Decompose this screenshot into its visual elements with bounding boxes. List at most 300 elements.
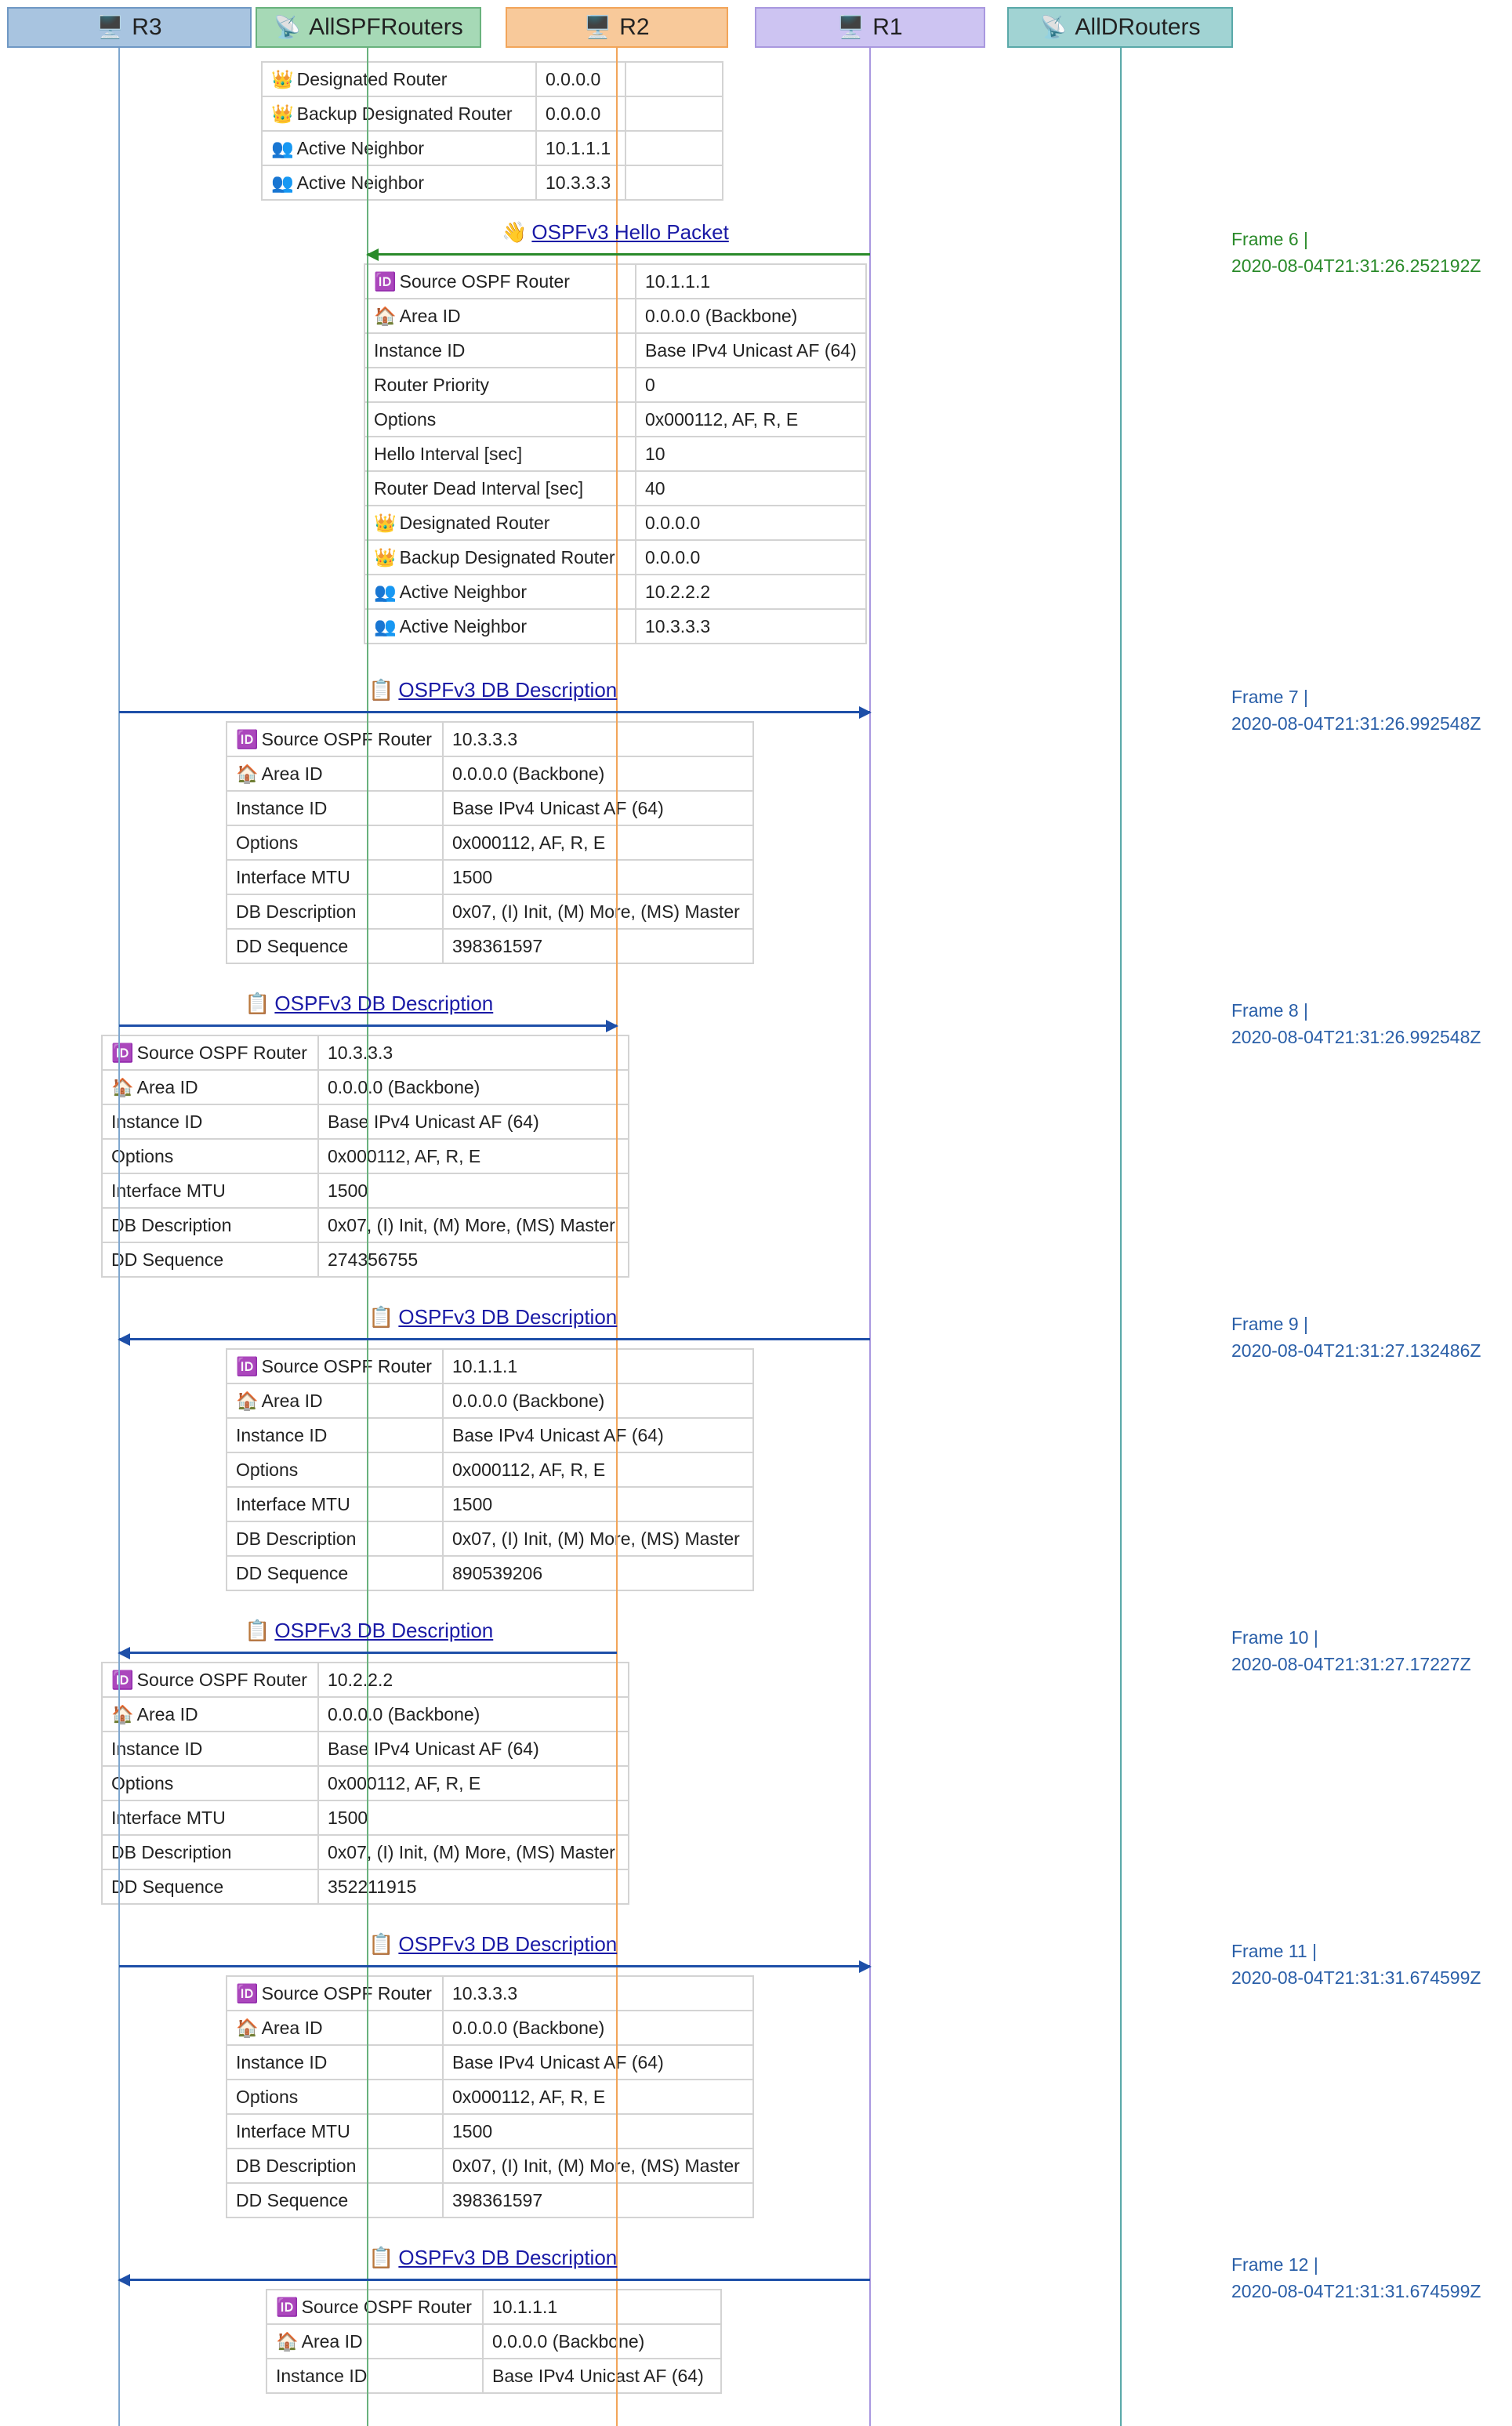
field-cell — [102, 1035, 318, 1070]
table-row — [227, 2183, 753, 2217]
value-cell: 10.2.2.2 — [318, 1663, 629, 1697]
value-cell: 10.1.1.1 — [483, 2290, 721, 2324]
satellite-dish-icon: 📡 — [274, 15, 302, 39]
field-label: Backup Designated Router — [296, 103, 513, 124]
frame-number: Frame 9 | — [1231, 1314, 1308, 1334]
field-label: Source OSPF Router — [136, 1669, 307, 1690]
frame-note — [1231, 226, 1481, 279]
field-label: Source OSPF Router — [399, 270, 570, 292]
field-label: DB Description — [236, 901, 357, 922]
field-label: Options — [236, 1459, 299, 1480]
value-cell: 0.0.0.0 — [536, 62, 625, 96]
id-icon: 🆔 — [236, 1982, 259, 2004]
value-cell: 0.0.0.0 (Backbone) — [443, 1383, 753, 1418]
value-cell: Base IPv4 Unicast AF (64) — [443, 2045, 753, 2080]
table-row — [262, 62, 723, 96]
value-cell: Base IPv4 Unicast AF (64) — [318, 1732, 629, 1766]
neighbors-icon: 👥 — [374, 615, 397, 636]
waving-hand-icon: 👋 — [502, 220, 528, 244]
value-cell: 398361597 — [443, 929, 753, 963]
message-fields-table — [364, 263, 867, 644]
frame-note — [1231, 997, 1481, 1050]
table-row — [364, 402, 866, 437]
field-cell — [364, 264, 636, 299]
field-cell — [364, 471, 636, 506]
message-arrow — [119, 711, 870, 713]
satellite-dish-icon: 📡 — [1039, 15, 1068, 39]
field-cell — [102, 1242, 318, 1277]
house-icon: 🏠 — [111, 1076, 134, 1097]
table-row — [267, 2324, 721, 2359]
frame-timestamp: 2020-08-04T21:31:27.17227Z — [1231, 1654, 1471, 1674]
field-cell — [102, 1104, 318, 1139]
message-link[interactable] — [245, 1619, 493, 1643]
value-cell: 0.0.0.0 (Backbone) — [636, 299, 866, 333]
value-cell: 0.0.0.0 — [536, 96, 625, 131]
frame-timestamp: 2020-08-04T21:31:26.992548Z — [1231, 1027, 1481, 1047]
message-link[interactable] — [368, 678, 617, 702]
field-label: Options — [374, 408, 437, 430]
field-cell — [102, 1869, 318, 1904]
field-cell — [227, 2011, 443, 2045]
table-row — [364, 471, 866, 506]
field-cell — [227, 756, 443, 791]
table-row — [227, 1487, 753, 1521]
field-label: Router Priority — [374, 374, 489, 395]
field-cell — [227, 722, 443, 756]
message-label[interactable]: OSPFv3 DB Description — [274, 1619, 494, 1642]
id-icon: 🆔 — [374, 270, 397, 292]
house-icon: 🏠 — [236, 2017, 259, 2038]
table-row — [227, 2149, 753, 2183]
value-cell: 398361597 — [443, 2183, 753, 2217]
neighbors-icon: 👥 — [271, 137, 294, 158]
table-row — [102, 1800, 629, 1835]
field-cell — [227, 2080, 443, 2114]
field-cell — [102, 1732, 318, 1766]
empty-cell — [625, 62, 723, 96]
arrowhead — [118, 1647, 130, 1659]
field-cell — [227, 1556, 443, 1590]
empty-cell — [625, 131, 723, 165]
frame-number: Frame 6 | — [1231, 229, 1308, 249]
field-label: Options — [236, 2086, 299, 2107]
table-row — [102, 1697, 629, 1732]
value-cell: 0x07, (I) Init, (M) More, (MS) Master — [318, 1835, 629, 1869]
table-row — [364, 540, 866, 575]
frame-note — [1231, 2251, 1481, 2305]
value-cell: 0.0.0.0 (Backbone) — [443, 2011, 753, 2045]
field-cell — [102, 1208, 318, 1242]
field-cell — [227, 2149, 443, 2183]
table-row — [227, 825, 753, 860]
value-cell: 10.3.3.3 — [636, 609, 866, 644]
value-cell: 10.3.3.3 — [318, 1035, 629, 1070]
table-row — [364, 368, 866, 402]
frame-note — [1231, 1624, 1471, 1677]
value-cell: 0x07, (I) Init, (M) More, (MS) Master — [443, 894, 753, 929]
value-cell: 0x000112, AF, R, E — [318, 1139, 629, 1173]
computer-icon: 🖥️ — [837, 15, 865, 39]
value-cell: 10.1.1.1 — [536, 131, 625, 165]
field-cell — [102, 1663, 318, 1697]
id-icon: 🆔 — [236, 728, 259, 749]
field-cell — [364, 402, 636, 437]
table-row — [267, 2359, 721, 2393]
value-cell: 1500 — [318, 1800, 629, 1835]
table-row — [227, 756, 753, 791]
table-row — [102, 1104, 629, 1139]
table-row — [364, 264, 866, 299]
field-cell — [227, 1976, 443, 2011]
value-cell: 40 — [636, 471, 866, 506]
field-label: Area ID — [399, 305, 461, 326]
value-cell: 0x07, (I) Init, (M) More, (MS) Master — [443, 1521, 753, 1556]
frame-timestamp: 2020-08-04T21:31:26.252192Z — [1231, 256, 1481, 276]
field-label: Instance ID — [236, 2051, 328, 2072]
house-icon: 🏠 — [111, 1703, 134, 1724]
lifeline-r2 — [616, 48, 618, 2426]
value-cell: 0x000112, AF, R, E — [443, 1452, 753, 1487]
table-row — [102, 1139, 629, 1173]
neighbor-table — [261, 61, 723, 201]
value-cell: 890539206 — [443, 1556, 753, 1590]
message-arrow — [119, 1338, 870, 1340]
table-row — [227, 1349, 753, 1383]
value-cell: 0.0.0.0 (Backbone) — [483, 2324, 721, 2359]
message-link[interactable] — [368, 1932, 617, 1956]
message-link[interactable] — [502, 220, 729, 245]
field-label: Active Neighbor — [399, 615, 527, 636]
table-row — [227, 1976, 753, 2011]
table-row — [102, 1035, 629, 1070]
table-row — [102, 1173, 629, 1208]
field-label: Options — [111, 1145, 174, 1166]
message-label[interactable]: OSPFv3 DB Description — [398, 2246, 618, 2269]
field-cell — [267, 2324, 483, 2359]
field-cell — [227, 929, 443, 963]
message-link[interactable] — [245, 992, 493, 1016]
field-label: Active Neighbor — [296, 137, 424, 158]
id-icon: 🆔 — [276, 2296, 299, 2317]
field-label: Interface MTU — [236, 2120, 350, 2141]
value-cell: 0 — [636, 368, 866, 402]
frame-number: Frame 7 | — [1231, 687, 1308, 707]
table-row — [102, 1766, 629, 1800]
field-cell — [227, 1487, 443, 1521]
field-cell — [227, 2045, 443, 2080]
table-row — [364, 575, 866, 609]
message-arrow — [368, 253, 870, 256]
field-cell — [102, 1070, 318, 1104]
field-label: DD Sequence — [236, 1562, 349, 1583]
table-row — [262, 165, 723, 200]
value-cell: 10.1.1.1 — [636, 264, 866, 299]
value-cell: 10.2.2.2 — [636, 575, 866, 609]
house-icon: 🏠 — [236, 763, 259, 784]
field-label: Area ID — [261, 1390, 323, 1411]
arrowhead — [118, 1333, 130, 1346]
field-label: Source OSPF Router — [301, 2296, 472, 2317]
field-cell — [227, 2183, 443, 2217]
field-cell — [267, 2359, 483, 2393]
computer-icon: 🖥️ — [96, 15, 125, 39]
participant-r1[interactable] — [755, 7, 985, 48]
field-label: Router Dead Interval [sec] — [374, 477, 584, 499]
table-row — [267, 2290, 721, 2324]
field-cell — [102, 1139, 318, 1173]
value-cell: 10.3.3.3 — [443, 1976, 753, 2011]
arrowhead — [859, 1960, 872, 1973]
field-label: Source OSPF Router — [136, 1042, 307, 1063]
value-cell: 0x000112, AF, R, E — [318, 1766, 629, 1800]
message-label[interactable]: OSPFv3 DB Description — [398, 1305, 618, 1329]
field-cell — [102, 1835, 318, 1869]
frame-timestamp: 2020-08-04T21:31:27.132486Z — [1231, 1340, 1481, 1361]
message-fields-table — [226, 1975, 754, 2218]
empty-cell — [625, 165, 723, 200]
field-label: Options — [236, 832, 299, 853]
value-cell: 0.0.0.0 — [636, 540, 866, 575]
clipboard-icon: 📋 — [368, 1932, 394, 1956]
field-cell — [267, 2290, 483, 2324]
arrowhead — [118, 2274, 130, 2286]
field-label: Area ID — [136, 1076, 198, 1097]
lifeline-r3 — [118, 48, 120, 2426]
participant-allspfrouters[interactable] — [256, 7, 481, 48]
field-label: Source OSPF Router — [261, 1982, 432, 2004]
house-icon: 🏠 — [236, 1390, 259, 1411]
table-row — [227, 1556, 753, 1590]
value-cell: 1500 — [443, 2114, 753, 2149]
table-row — [364, 333, 866, 368]
value-cell: Base IPv4 Unicast AF (64) — [483, 2359, 721, 2393]
value-cell: 0x07, (I) Init, (M) More, (MS) Master — [318, 1208, 629, 1242]
message-arrow — [119, 2279, 870, 2281]
field-label: Instance ID — [111, 1738, 203, 1759]
lifeline-allspfrouters — [367, 48, 368, 2426]
field-cell — [364, 609, 636, 644]
table-row — [227, 1418, 753, 1452]
participant-r3[interactable] — [7, 7, 252, 48]
message-label[interactable]: OSPFv3 DB Description — [398, 678, 618, 702]
message-arrow — [119, 1652, 617, 1654]
participant-r2[interactable] — [506, 7, 728, 48]
value-cell: 0x000112, AF, R, E — [636, 402, 866, 437]
field-label: Instance ID — [374, 339, 466, 361]
value-cell: 0.0.0.0 — [636, 506, 866, 540]
message-fields-table — [266, 2289, 722, 2394]
frame-timestamp: 2020-08-04T21:31:31.674599Z — [1231, 1967, 1481, 1988]
message-label[interactable]: OSPFv3 Hello Packet — [531, 220, 729, 244]
field-label: Instance ID — [236, 1424, 328, 1445]
value-cell: 1500 — [318, 1173, 629, 1208]
field-cell — [262, 131, 536, 165]
message-arrow — [119, 1965, 870, 1967]
field-cell — [227, 1521, 443, 1556]
table-row — [364, 609, 866, 644]
participant-alldrouters[interactable] — [1007, 7, 1233, 48]
crown-icon: 👑 — [271, 103, 294, 124]
id-icon: 🆔 — [236, 1355, 259, 1376]
value-cell: 0x07, (I) Init, (M) More, (MS) Master — [443, 2149, 753, 2183]
value-cell: 0x000112, AF, R, E — [443, 825, 753, 860]
table-row — [227, 860, 753, 894]
frame-timestamp: 2020-08-04T21:31:26.992548Z — [1231, 713, 1481, 734]
field-cell — [227, 791, 443, 825]
field-cell — [227, 1349, 443, 1383]
field-cell — [227, 1452, 443, 1487]
clipboard-icon: 📋 — [368, 2246, 394, 2269]
message-label[interactable]: OSPFv3 DB Description — [398, 1932, 618, 1956]
field-label: Interface MTU — [236, 1493, 350, 1514]
message-arrow — [119, 1024, 617, 1027]
value-cell: 10.3.3.3 — [443, 722, 753, 756]
field-cell — [364, 333, 636, 368]
table-row — [102, 1835, 629, 1869]
field-label: Instance ID — [111, 1111, 203, 1132]
field-cell — [102, 1766, 318, 1800]
table-row — [102, 1732, 629, 1766]
field-label: Area ID — [301, 2330, 363, 2352]
table-row — [102, 1869, 629, 1904]
field-cell — [364, 437, 636, 471]
field-label: Designated Router — [399, 512, 550, 533]
value-cell: 1500 — [443, 860, 753, 894]
participant-label: R2 — [619, 14, 650, 40]
message-link[interactable] — [368, 2246, 617, 2270]
computer-icon: 🖥️ — [584, 15, 612, 39]
message-fields-table — [226, 1348, 754, 1591]
field-cell — [364, 506, 636, 540]
field-cell — [262, 96, 536, 131]
table-row — [364, 437, 866, 471]
field-cell — [364, 299, 636, 333]
participant-label: R1 — [872, 14, 903, 40]
table-row — [227, 2114, 753, 2149]
table-row — [227, 2080, 753, 2114]
table-row — [227, 2045, 753, 2080]
value-cell: 352211915 — [318, 1869, 629, 1904]
value-cell: 0x000112, AF, R, E — [443, 2080, 753, 2114]
message-fields-table — [101, 1662, 629, 1905]
house-icon: 🏠 — [374, 305, 397, 326]
field-cell — [227, 1418, 443, 1452]
field-label: Interface MTU — [236, 866, 350, 887]
clipboard-icon: 📋 — [368, 678, 394, 702]
field-label: Designated Router — [296, 68, 448, 89]
field-label: Backup Designated Router — [399, 546, 615, 568]
field-cell — [102, 1697, 318, 1732]
house-icon: 🏠 — [276, 2330, 299, 2352]
field-label: Source OSPF Router — [261, 728, 432, 749]
value-cell: 0.0.0.0 (Backbone) — [318, 1070, 629, 1104]
table-row — [102, 1070, 629, 1104]
message-link[interactable] — [368, 1305, 617, 1329]
frame-timestamp: 2020-08-04T21:31:31.674599Z — [1231, 2281, 1481, 2301]
crown-icon: 👑 — [374, 546, 397, 568]
field-cell — [102, 1800, 318, 1835]
field-label: Active Neighbor — [296, 172, 424, 193]
frame-note — [1231, 684, 1481, 737]
table-row — [227, 791, 753, 825]
id-icon: 🆔 — [111, 1042, 134, 1063]
frame-number: Frame 11 | — [1231, 1941, 1318, 1961]
table-row — [364, 506, 866, 540]
field-label: Instance ID — [236, 797, 328, 818]
field-cell — [227, 894, 443, 929]
value-cell: 10.1.1.1 — [443, 1349, 753, 1383]
table-row — [227, 894, 753, 929]
clipboard-icon: 📋 — [245, 992, 270, 1015]
empty-cell — [625, 96, 723, 131]
field-label: Area ID — [261, 2017, 323, 2038]
frame-note — [1231, 1938, 1481, 1991]
field-cell — [227, 1383, 443, 1418]
table-row — [102, 1242, 629, 1277]
table-row — [227, 2011, 753, 2045]
field-label: DD Sequence — [236, 2189, 349, 2210]
table-row — [364, 299, 866, 333]
field-label: DB Description — [236, 1528, 357, 1549]
message-label[interactable]: OSPFv3 DB Description — [274, 992, 494, 1015]
frame-number: Frame 10 | — [1231, 1627, 1318, 1648]
value-cell: 10.3.3.3 — [536, 165, 625, 200]
id-icon: 🆔 — [111, 1669, 134, 1690]
field-cell — [262, 165, 536, 200]
field-label: DD Sequence — [111, 1876, 224, 1897]
value-cell: 10 — [636, 437, 866, 471]
arrowhead — [366, 248, 379, 261]
value-cell: 0.0.0.0 (Backbone) — [318, 1697, 629, 1732]
table-row — [227, 929, 753, 963]
table-row — [262, 131, 723, 165]
frame-number: Frame 8 | — [1231, 1000, 1308, 1021]
field-label: DB Description — [111, 1214, 232, 1235]
clipboard-icon: 📋 — [245, 1619, 270, 1642]
field-cell — [227, 2114, 443, 2149]
message-fields-table — [226, 721, 754, 964]
table-row — [102, 1663, 629, 1697]
table-row — [227, 1452, 753, 1487]
participant-label: AllSPFRouters — [309, 14, 463, 40]
field-label: Hello Interval [sec] — [374, 443, 523, 464]
field-label: DD Sequence — [236, 935, 349, 956]
neighbors-icon: 👥 — [271, 172, 294, 193]
table-row — [227, 1521, 753, 1556]
field-label: Source OSPF Router — [261, 1355, 432, 1376]
field-cell — [227, 825, 443, 860]
field-cell — [227, 860, 443, 894]
field-label: Area ID — [136, 1703, 198, 1724]
arrowhead — [606, 1020, 618, 1032]
field-label: DB Description — [111, 1841, 232, 1862]
lifeline-alldrouters — [1120, 48, 1122, 2426]
crown-icon: 👑 — [271, 68, 294, 89]
field-cell — [364, 540, 636, 575]
table-row — [227, 1383, 753, 1418]
participant-label: R3 — [132, 14, 162, 40]
crown-icon: 👑 — [374, 512, 397, 533]
lifeline-r1 — [869, 48, 871, 2426]
value-cell: 0.0.0.0 (Backbone) — [443, 756, 753, 791]
frame-note — [1231, 1311, 1481, 1364]
field-label: Interface MTU — [111, 1180, 226, 1201]
field-cell — [364, 368, 636, 402]
field-label: DD Sequence — [111, 1249, 224, 1270]
arrowhead — [859, 706, 872, 719]
frame-number: Frame 12 | — [1231, 2254, 1318, 2275]
